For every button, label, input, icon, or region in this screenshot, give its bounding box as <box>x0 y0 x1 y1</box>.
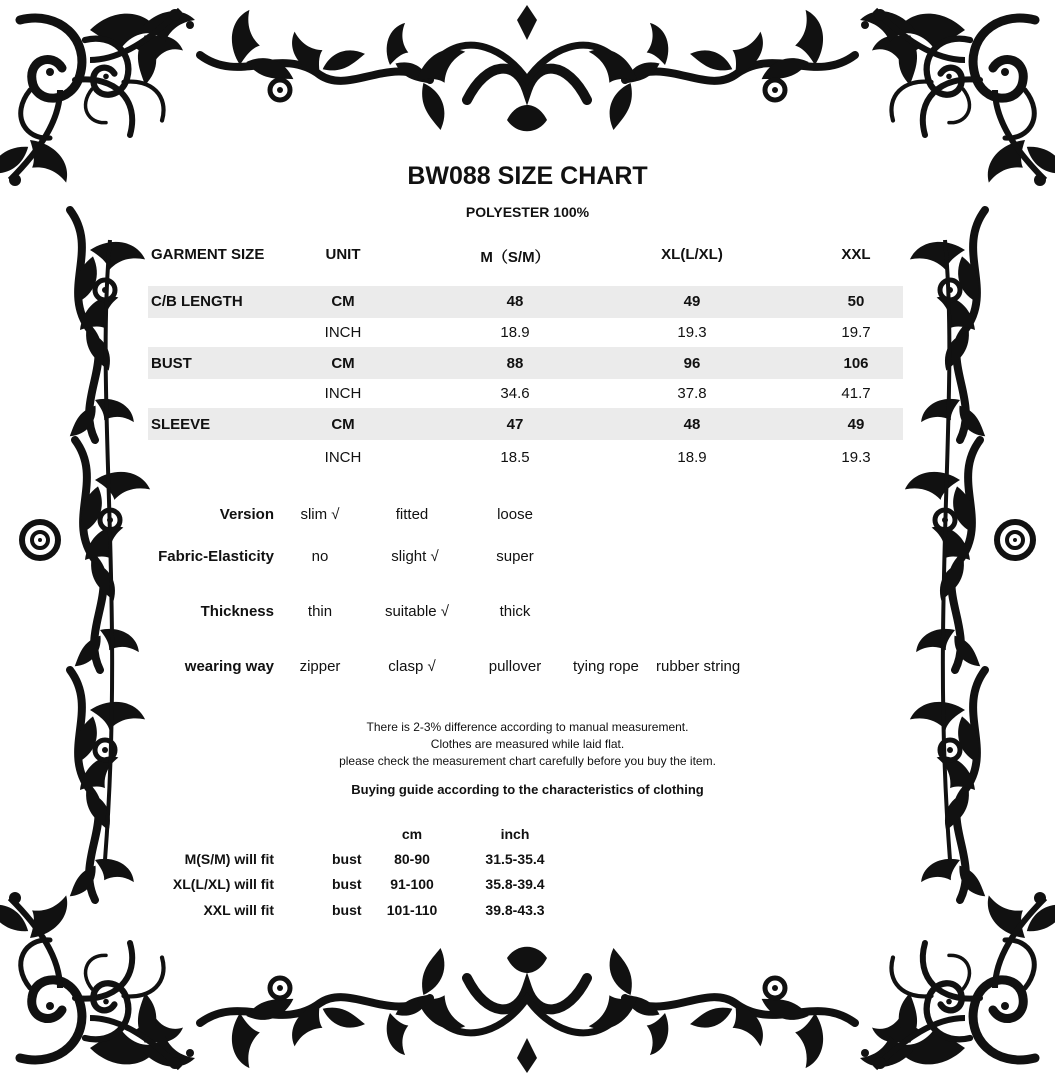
header-size-m: M（S/M） <box>480 249 550 266</box>
value-cell: 19.3 <box>677 324 707 341</box>
char-option: no <box>311 548 329 565</box>
guide-header-inch: inch <box>500 826 530 842</box>
note-line: please check the measurement chart carefully before you buy the item. <box>339 754 716 768</box>
char-option: thick <box>499 603 531 620</box>
guide-label: M(S/M) will fit <box>184 851 274 867</box>
page-title: BW088 SIZE CHART <box>407 162 648 190</box>
value-cell: 19.7 <box>841 324 871 341</box>
unit-cell: INCH <box>324 449 362 466</box>
header-size-xxl: XXL <box>841 246 871 263</box>
value-cell: 34.6 <box>500 385 530 402</box>
unit-cell: CM <box>331 416 355 433</box>
value-cell: 19.3 <box>841 449 871 466</box>
value-cell: 48 <box>506 293 524 310</box>
char-option: clasp √ <box>388 658 436 675</box>
note-line: There is 2-3% difference according to manual measurement. <box>366 720 689 734</box>
value-cell: 49 <box>683 293 701 310</box>
guide-cm: 101-110 <box>386 902 438 918</box>
measure-label: BUST <box>151 355 192 372</box>
value-cell: 48 <box>683 416 701 433</box>
char-label-wearing-way: wearing way <box>184 658 274 675</box>
unit-cell: CM <box>331 293 355 310</box>
char-option: pullover <box>488 658 542 675</box>
guide-cm: 80-90 <box>394 851 430 867</box>
guide-part: bust <box>332 851 362 867</box>
value-cell: 18.9 <box>500 324 530 341</box>
header-size-xl: XL(L/XL) <box>661 246 723 263</box>
guide-part: bust <box>332 902 362 918</box>
header-unit: UNIT <box>325 246 361 263</box>
value-cell: 18.9 <box>677 449 707 466</box>
value-cell: 41.7 <box>841 385 871 402</box>
char-option: suitable √ <box>384 603 450 620</box>
char-label-elasticity: Fabric-Elasticity <box>158 548 274 565</box>
guide-inch: 39.8-43.3 <box>485 902 545 918</box>
note-line: Clothes are measured while laid flat. <box>430 737 625 751</box>
unit-cell: INCH <box>324 324 362 341</box>
char-option: rubber string <box>656 658 741 675</box>
unit-cell: CM <box>331 355 355 372</box>
char-option: thin <box>307 603 333 620</box>
char-option: tying rope <box>573 658 639 675</box>
value-cell: 47 <box>506 416 524 433</box>
value-cell: 18.5 <box>500 449 530 466</box>
char-label-version: Version <box>219 506 274 523</box>
guide-part: bust <box>332 876 362 892</box>
guide-inch: 31.5-35.4 <box>485 851 545 867</box>
char-option: loose <box>497 506 533 523</box>
material-subtitle: POLYESTER 100% <box>465 204 590 220</box>
char-option: slim √ <box>300 506 340 523</box>
value-cell: 49 <box>847 416 865 433</box>
value-cell: 96 <box>683 355 701 372</box>
measure-label: C/B LENGTH <box>151 293 243 310</box>
unit-cell: INCH <box>324 385 362 402</box>
measure-label: SLEEVE <box>151 416 211 433</box>
guide-title: Buying guide according to the characteristics of clothing <box>351 782 704 797</box>
guide-header-cm: cm <box>401 826 423 842</box>
guide-cm: 91-100 <box>390 876 434 892</box>
value-cell: 50 <box>847 293 865 310</box>
value-cell: 106 <box>843 355 869 372</box>
char-label-thickness: Thickness <box>200 603 274 620</box>
header-garment-size: GARMENT SIZE <box>151 246 265 263</box>
char-option: zipper <box>299 658 341 675</box>
guide-label: XL(L/XL) will fit <box>172 876 274 892</box>
value-cell: 88 <box>506 355 524 372</box>
char-option: fitted <box>395 506 429 523</box>
char-option: super <box>496 548 534 565</box>
guide-label: XXL will fit <box>203 902 274 918</box>
value-cell: 37.8 <box>677 385 707 402</box>
char-option: slight √ <box>391 548 439 565</box>
guide-inch: 35.8-39.4 <box>485 876 545 892</box>
